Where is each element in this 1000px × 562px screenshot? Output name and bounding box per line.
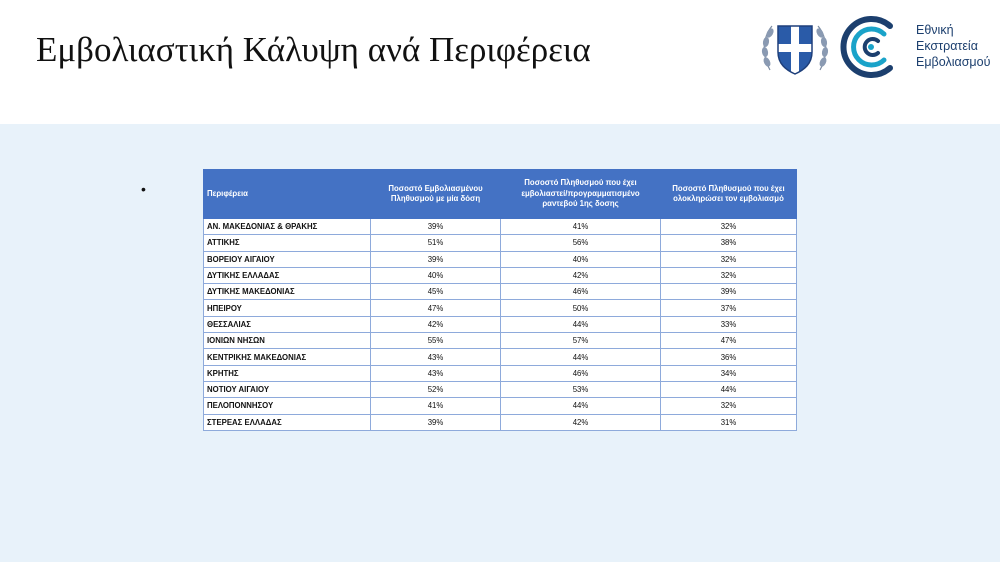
- table-row: [204, 300, 797, 316]
- header-one-dose: Ποσοστό Εμβολιασμένου Πληθυσμού με μία δόση: [371, 170, 501, 219]
- percentage-cell: 47%: [371, 300, 501, 316]
- table-row: [204, 381, 797, 397]
- table-row: [204, 219, 797, 235]
- percentage-cell: 46%: [501, 284, 661, 300]
- percentage-cell: 43%: [371, 365, 501, 381]
- region-name-cell: ΚΕΝΤΡΙΚΗΣ ΜΑΚΕΔΟΝΙΑΣ: [204, 349, 371, 365]
- percentage-cell: 44%: [501, 349, 661, 365]
- percentage-cell: 37%: [661, 300, 797, 316]
- percentage-cell: 32%: [661, 267, 797, 283]
- percentage-cell: 39%: [661, 284, 797, 300]
- percentage-cell: 40%: [501, 251, 661, 267]
- header-fully-vaccinated: Ποσοστό Πληθυσμού που έχει ολοκληρώσει τον εμβολιασμό: [661, 170, 797, 219]
- table-header-row: [204, 170, 797, 219]
- percentage-cell: 47%: [661, 333, 797, 349]
- percentage-cell: 55%: [371, 333, 501, 349]
- table-row: [204, 235, 797, 251]
- percentage-cell: 39%: [371, 414, 501, 430]
- slide-header: [0, 0, 1000, 124]
- logo-line-3: Εμβολιασμού: [916, 55, 991, 69]
- percentage-cell: 56%: [501, 235, 661, 251]
- percentage-cell: 45%: [371, 284, 501, 300]
- region-name-cell: ΔΥΤΙΚΗΣ ΕΛΛΑΔΑΣ: [204, 267, 371, 283]
- percentage-cell: 32%: [661, 251, 797, 267]
- percentage-cell: 44%: [501, 398, 661, 414]
- region-name-cell: ΠΕΛΟΠΟΝΝΗΣΟΥ: [204, 398, 371, 414]
- table-row: [204, 267, 797, 283]
- header-first-dose-appointment: Ποσοστό Πληθυσμού που έχει εμβολιαστεί/προγραμματισμένο ραντεβού 1ης δοσης: [501, 170, 661, 219]
- table-row: [204, 365, 797, 381]
- region-name-cell: ΙΟΝΙΩΝ ΝΗΣΩΝ: [204, 333, 371, 349]
- percentage-cell: 41%: [501, 219, 661, 235]
- percentage-cell: 33%: [661, 316, 797, 332]
- region-name-cell: ΒΟΡΕΙΟΥ ΑΙΓΑΙΟΥ: [204, 251, 371, 267]
- percentage-cell: 57%: [501, 333, 661, 349]
- vaccination-campaign-logo-icon: [838, 14, 904, 80]
- region-name-cell: ΑΤΤΙΚΗΣ: [204, 235, 371, 251]
- table-row: [204, 251, 797, 267]
- percentage-cell: 52%: [371, 381, 501, 397]
- table-row: [204, 284, 797, 300]
- table-row: [204, 349, 797, 365]
- percentage-cell: 39%: [371, 251, 501, 267]
- greek-coat-of-arms-icon: [758, 12, 832, 86]
- percentage-cell: 44%: [661, 381, 797, 397]
- campaign-logo-text: [916, 22, 990, 70]
- header-region: Περιφέρεια: [204, 170, 371, 219]
- percentage-cell: 32%: [661, 219, 797, 235]
- percentage-cell: 34%: [661, 365, 797, 381]
- region-name-cell: ΝΟΤΙΟΥ ΑΙΓΑΙΟΥ: [204, 381, 371, 397]
- region-name-cell: ΔΥΤΙΚΗΣ ΜΑΚΕΔΟΝΙΑΣ: [204, 284, 371, 300]
- percentage-cell: 43%: [371, 349, 501, 365]
- table-row: [204, 316, 797, 332]
- percentage-cell: 46%: [501, 365, 661, 381]
- percentage-cell: 44%: [501, 316, 661, 332]
- percentage-cell: 50%: [501, 300, 661, 316]
- percentage-cell: 42%: [371, 316, 501, 332]
- percentage-cell: 42%: [501, 414, 661, 430]
- region-name-cell: ΑΝ. ΜΑΚΕΔΟΝΙΑΣ & ΘΡΑΚΗΣ: [204, 219, 371, 235]
- percentage-cell: 53%: [501, 381, 661, 397]
- bullet-point: •: [141, 181, 146, 197]
- percentage-cell: 39%: [371, 219, 501, 235]
- table-row: [204, 398, 797, 414]
- page-title: Εμβολιαστική Κάλυψη ανά Περιφέρεια: [36, 30, 591, 69]
- table-row: [204, 414, 797, 430]
- percentage-cell: 31%: [661, 414, 797, 430]
- percentage-cell: 32%: [661, 398, 797, 414]
- region-name-cell: ΚΡΗΤΗΣ: [204, 365, 371, 381]
- region-name-cell: ΘΕΣΣΑΛΙΑΣ: [204, 316, 371, 332]
- percentage-cell: 42%: [501, 267, 661, 283]
- logo-line-1: Εθνική: [916, 23, 954, 37]
- percentage-cell: 38%: [661, 235, 797, 251]
- table-row: [204, 333, 797, 349]
- region-name-cell: ΗΠΕΙΡΟΥ: [204, 300, 371, 316]
- percentage-cell: 40%: [371, 267, 501, 283]
- region-name-cell: ΣΤΕΡΕΑΣ ΕΛΛΑΔΑΣ: [204, 414, 371, 430]
- percentage-cell: 41%: [371, 398, 501, 414]
- percentage-cell: 51%: [371, 235, 501, 251]
- logo-line-2: Εκστρατεία: [916, 39, 978, 53]
- vaccination-coverage-table: [203, 169, 797, 431]
- percentage-cell: 36%: [661, 349, 797, 365]
